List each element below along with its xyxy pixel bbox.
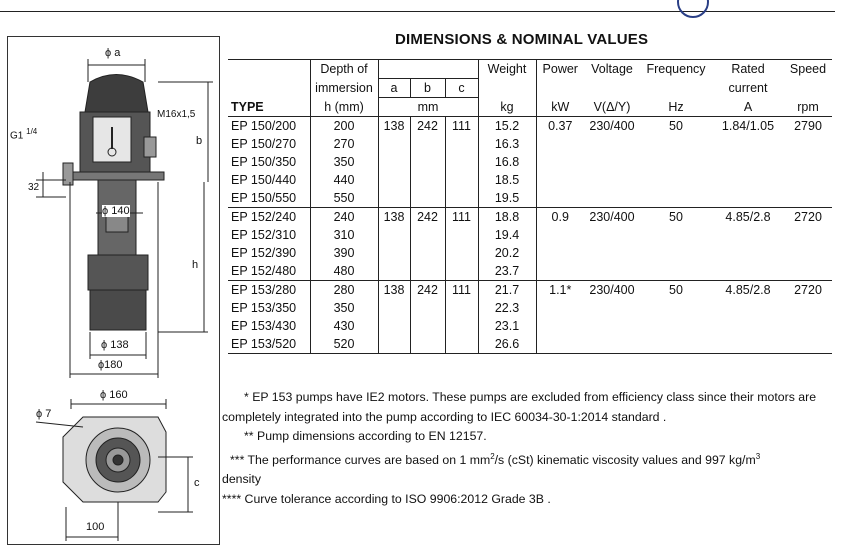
depth-cell: 200 <box>310 117 378 136</box>
c-cell <box>445 262 478 281</box>
power-cell <box>536 335 584 354</box>
header2-power-blank <box>536 79 584 98</box>
a-cell <box>378 171 410 189</box>
current-cell <box>712 189 784 208</box>
frequency-cell: 50 <box>640 117 712 136</box>
depth-cell: 480 <box>310 262 378 281</box>
table-row <box>228 171 832 189</box>
header-immersion: immersion <box>310 79 378 98</box>
header-voltage: Voltage <box>584 60 640 79</box>
power-cell <box>536 189 584 208</box>
type-cell: EP 152/390 <box>231 246 297 260</box>
current-cell <box>712 135 784 153</box>
voltage-cell <box>584 135 640 153</box>
header-current: current <box>728 81 768 95</box>
power-cell <box>536 135 584 153</box>
header-depth: Depth of <box>310 60 378 79</box>
footnotes <box>222 388 838 509</box>
type-cell: EP 150/440 <box>231 173 297 187</box>
a-cell <box>378 262 410 281</box>
voltage-cell <box>584 226 640 244</box>
weight-cell: 19.4 <box>478 226 536 244</box>
footnote-1: * EP 153 pumps have IE2 motors. These pumps are excluded from efficiency class since their motors are completely integrated into the pump according to IEC 60034-30-1:2014 standard . <box>222 390 817 424</box>
speed-cell <box>784 226 832 244</box>
weight-cell: 20.2 <box>478 244 536 262</box>
type-cell: EP 152/240 <box>228 208 310 227</box>
speed-cell <box>784 262 832 281</box>
depth-cell: 440 <box>310 171 378 189</box>
current-cell: 4.85/2.8 <box>712 208 784 227</box>
b-cell: 242 <box>410 208 445 227</box>
header-rpm: rpm <box>797 99 819 114</box>
depth-cell: 270 <box>310 135 378 153</box>
depth-cell: 550 <box>310 189 378 208</box>
voltage-cell <box>584 317 640 335</box>
dim-32: 32 <box>28 182 40 193</box>
dim-phi-180: ϕ180 <box>98 359 123 371</box>
table-row <box>228 281 832 300</box>
voltage-cell <box>584 262 640 281</box>
c-cell <box>445 171 478 189</box>
current-cell <box>712 153 784 171</box>
current-cell: 1.84/1.05 <box>712 117 784 136</box>
weight-cell: 23.7 <box>478 262 536 281</box>
b-cell <box>410 171 445 189</box>
footnote-3 <box>222 447 838 490</box>
dim-h: h <box>192 259 199 271</box>
header-mm: mm <box>378 98 478 117</box>
footnote-3-sup2: 2 <box>490 451 495 461</box>
type-cell: EP 153/430 <box>231 319 297 333</box>
a-cell <box>378 153 410 171</box>
power-cell: 0.37 <box>536 117 584 136</box>
power-cell: 0.9 <box>536 208 584 227</box>
depth-cell: 520 <box>310 335 378 354</box>
table-row <box>228 244 832 262</box>
depth-cell: 390 <box>310 244 378 262</box>
table-row <box>228 317 832 335</box>
speed-cell: 2720 <box>784 208 832 227</box>
voltage-cell: 230/400 <box>584 281 640 300</box>
type-cell: EP 152/310 <box>231 228 297 242</box>
voltage-cell <box>584 299 640 317</box>
header-c: c <box>445 79 478 98</box>
speed-cell <box>784 299 832 317</box>
frequency-cell <box>640 153 712 171</box>
current-cell: 4.85/2.8 <box>712 281 784 300</box>
c-cell <box>445 299 478 317</box>
footnote-3-b: /s (cSt) kinematic viscosity values and 997 kg/m <box>494 452 756 467</box>
c-cell <box>445 135 478 153</box>
table-row <box>228 153 832 171</box>
depth-cell: 430 <box>310 317 378 335</box>
page-title: DIMENSIONS & NOMINAL VALUES <box>395 31 649 48</box>
header-row-3 <box>228 98 832 117</box>
b-cell <box>410 153 445 171</box>
c-cell <box>445 317 478 335</box>
voltage-cell: 230/400 <box>584 208 640 227</box>
type-cell: EP 150/350 <box>231 155 297 169</box>
header-b-blank <box>410 60 445 79</box>
header-weight: Weight <box>478 60 536 79</box>
header-rated: Rated <box>712 60 784 79</box>
depth-cell: 350 <box>310 299 378 317</box>
header-type-blank <box>228 60 310 79</box>
speed-cell <box>784 153 832 171</box>
weight-cell: 26.6 <box>478 335 536 354</box>
dim-phi-140: ϕ 140 <box>102 205 130 217</box>
b-cell <box>410 135 445 153</box>
dim-g1-label: G1 <box>10 130 24 142</box>
dim-m16: M16x1,5 <box>157 109 196 120</box>
a-cell <box>378 244 410 262</box>
a-cell: 138 <box>378 208 410 227</box>
dim-g1-frac: 1/4 <box>26 127 38 136</box>
frequency-cell <box>640 262 712 281</box>
a-cell <box>378 317 410 335</box>
a-cell: 138 <box>378 117 410 136</box>
dim-phi-7: ϕ 7 <box>36 408 52 420</box>
speed-cell <box>784 244 832 262</box>
voltage-cell <box>584 335 640 354</box>
a-cell: 138 <box>378 281 410 300</box>
weight-cell: 19.5 <box>478 189 536 208</box>
dim-phi-138: ϕ 138 <box>101 339 129 351</box>
header2-voltage-blank <box>584 79 640 98</box>
depth-cell: 280 <box>310 281 378 300</box>
dim-phi-160: ϕ 160 <box>100 389 128 401</box>
voltage-cell <box>584 171 640 189</box>
b-cell <box>410 226 445 244</box>
speed-cell <box>784 317 832 335</box>
header-speed: Speed <box>784 60 832 79</box>
table-row <box>228 117 832 136</box>
spec-table <box>228 59 832 354</box>
a-cell <box>378 226 410 244</box>
type-cell: EP 150/200 <box>228 117 310 136</box>
speed-cell <box>784 189 832 208</box>
type-cell: EP 153/520 <box>228 335 310 354</box>
c-cell: 111 <box>445 117 478 136</box>
depth-cell: 310 <box>310 226 378 244</box>
brand-logo-icon <box>677 0 709 18</box>
header-b: b <box>410 79 445 98</box>
power-cell <box>536 226 584 244</box>
header-kw: kW <box>536 98 584 117</box>
table-row <box>228 189 832 208</box>
voltage-cell <box>584 244 640 262</box>
frequency-cell <box>640 317 712 335</box>
current-cell <box>712 171 784 189</box>
header2-weight-blank <box>478 79 536 98</box>
power-cell <box>536 317 584 335</box>
header-v: V(Δ/Y) <box>593 99 631 114</box>
weight-cell: 16.8 <box>478 153 536 171</box>
frequency-cell <box>640 335 712 354</box>
header-row-2 <box>228 79 832 98</box>
b-cell <box>410 335 445 354</box>
current-cell <box>712 317 784 335</box>
current-cell <box>712 262 784 281</box>
power-cell <box>536 153 584 171</box>
header-c-blank <box>445 60 478 79</box>
header-h: h (mm) <box>310 98 378 117</box>
power-cell <box>536 262 584 281</box>
footnote-3-a: *** The performance curves are based on 1 mm <box>230 452 491 467</box>
footnote-2: ** Pump dimensions according to EN 12157. <box>244 429 487 443</box>
speed-cell <box>784 171 832 189</box>
current-cell <box>712 244 784 262</box>
header-hz: Hz <box>668 99 684 114</box>
speed-cell <box>784 135 832 153</box>
header-a: a <box>378 79 410 98</box>
frequency-cell <box>640 135 712 153</box>
b-cell <box>410 262 445 281</box>
frequency-cell: 50 <box>640 281 712 300</box>
current-cell <box>712 335 784 354</box>
a-cell <box>378 135 410 153</box>
depth-cell: 350 <box>310 153 378 171</box>
footnote-3-sup3: 3 <box>755 451 761 461</box>
frequency-cell <box>640 244 712 262</box>
c-cell <box>445 189 478 208</box>
header-amps: A <box>743 99 753 114</box>
frequency-cell <box>640 226 712 244</box>
speed-cell <box>784 335 832 354</box>
frequency-cell <box>640 299 712 317</box>
b-cell <box>410 244 445 262</box>
type-cell: EP 153/350 <box>231 301 297 315</box>
power-cell <box>536 244 584 262</box>
depth-cell: 240 <box>310 208 378 227</box>
footnote-3-c: density <box>222 472 261 487</box>
frequency-cell <box>640 189 712 208</box>
c-cell <box>445 226 478 244</box>
type-cell: EP 150/270 <box>231 137 297 151</box>
b-cell <box>410 299 445 317</box>
c-cell: 111 <box>445 208 478 227</box>
voltage-cell <box>584 153 640 171</box>
power-cell <box>536 299 584 317</box>
b-cell <box>410 317 445 335</box>
header-frequency: Frequency <box>640 60 712 79</box>
current-cell <box>712 226 784 244</box>
header-row-1 <box>228 60 832 79</box>
dim-g1 <box>10 127 37 141</box>
c-cell: 111 <box>445 281 478 300</box>
header2-freq-blank <box>640 79 712 98</box>
table-row <box>228 226 832 244</box>
weight-cell: 18.8 <box>478 208 536 227</box>
c-cell <box>445 244 478 262</box>
header-power: Power <box>536 60 584 79</box>
table-row <box>228 299 832 317</box>
header2-blank <box>228 79 310 98</box>
table-row <box>228 335 832 354</box>
b-cell <box>410 189 445 208</box>
footnote-4: **** Curve tolerance according to ISO 9906:2012 Grade 3B . <box>222 491 551 506</box>
weight-cell: 21.7 <box>478 281 536 300</box>
dim-100: 100 <box>86 521 105 533</box>
speed-cell: 2790 <box>784 117 832 136</box>
header-a-blank <box>378 60 410 79</box>
c-cell <box>445 153 478 171</box>
type-cell: EP 150/550 <box>231 191 297 205</box>
c-cell <box>445 335 478 354</box>
voltage-cell: 230/400 <box>584 117 640 136</box>
table-row <box>228 262 832 281</box>
current-cell <box>712 299 784 317</box>
header-kg: kg <box>478 98 536 117</box>
type-cell: EP 153/280 <box>228 281 310 300</box>
speed-cell: 2720 <box>784 281 832 300</box>
power-cell: 1.1* <box>536 281 584 300</box>
a-cell <box>378 335 410 354</box>
weight-cell: 23.1 <box>478 317 536 335</box>
dim-c: c <box>194 477 200 489</box>
weight-cell: 15.2 <box>478 117 536 136</box>
type-cell: EP 152/480 <box>231 264 297 278</box>
power-cell <box>536 171 584 189</box>
frequency-cell: 50 <box>640 208 712 227</box>
table-row <box>228 208 832 227</box>
b-cell: 242 <box>410 281 445 300</box>
pump-dimension-drawing <box>7 36 220 545</box>
weight-cell: 16.3 <box>478 135 536 153</box>
weight-cell: 22.3 <box>478 299 536 317</box>
table-row <box>228 135 832 153</box>
top-rule <box>0 11 835 12</box>
frequency-cell <box>640 171 712 189</box>
weight-cell: 18.5 <box>478 171 536 189</box>
header2-speed-blank <box>784 79 832 98</box>
voltage-cell <box>584 189 640 208</box>
dim-b: b <box>196 135 203 147</box>
b-cell: 242 <box>410 117 445 136</box>
header-type: TYPE <box>231 99 264 114</box>
a-cell <box>378 299 410 317</box>
dim-phi-a: ϕ a <box>105 47 121 59</box>
a-cell <box>378 189 410 208</box>
